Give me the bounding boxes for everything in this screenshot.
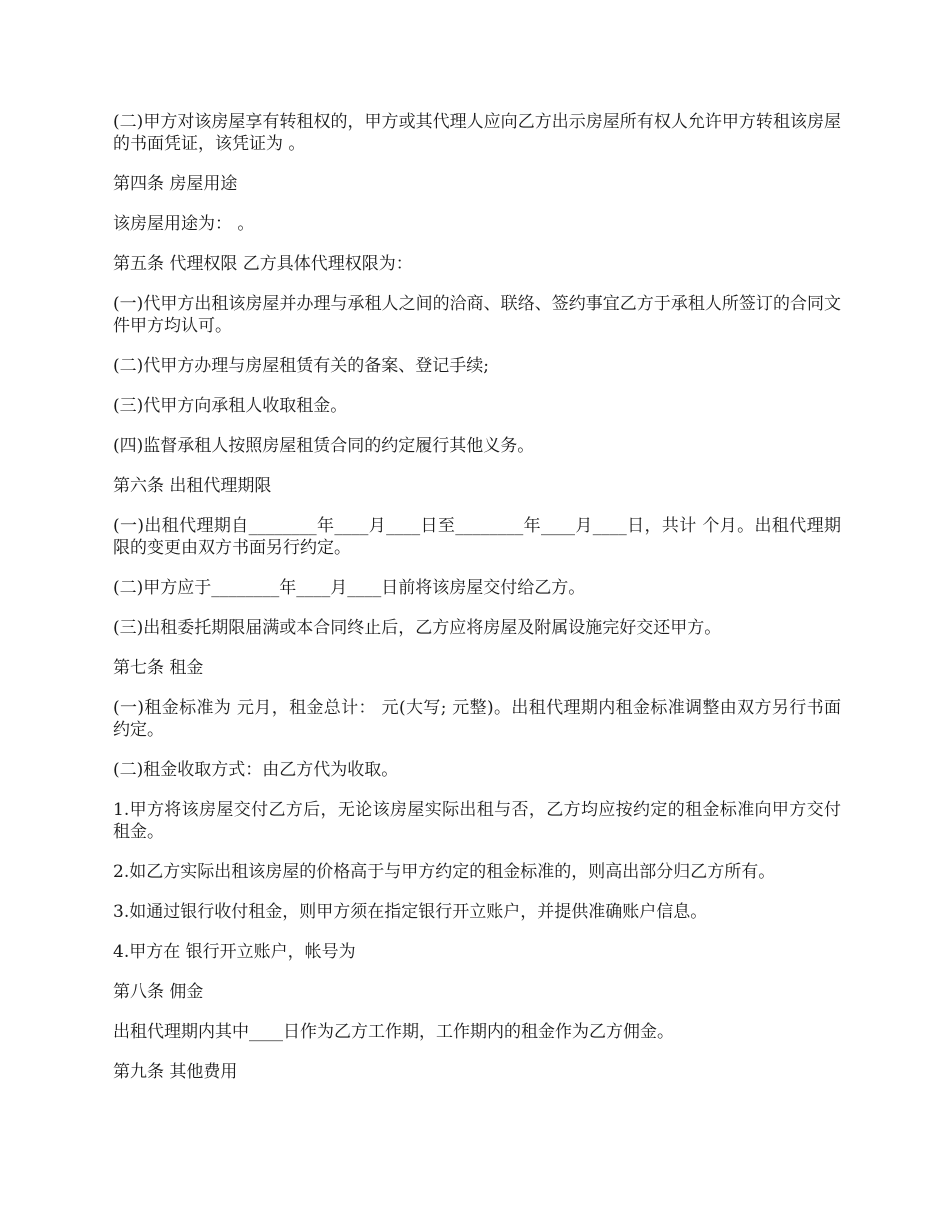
heading-article-8: 第八条 佣金 [113,982,204,1002]
heading-article-6: 第六条 出租代理期限 [113,476,272,496]
paragraph-house-use: 该房屋用途为： 。 [113,214,255,234]
paragraph-authority-2: (二)代甲方办理与房屋租赁有关的备案、登记手续; [113,356,489,376]
paragraph-term-2: (二)甲方应于________年____月____日前将该房屋交付给乙方。 [113,578,586,598]
paragraph-term-1: (一)出租代理期自________年____月____日至________年____月____日，共计 个月。出租代理期限的变更由双方书面另行约定。 [113,516,841,558]
paragraph-sublease-proof: (二)甲方对该房屋享有转租权的，甲方或其代理人应向乙方出示房屋所有权人允许甲方转租该房屋的书面凭证，该凭证为 。 [113,112,841,154]
heading-article-9: 第九条 其他费用 [113,1062,238,1082]
heading-article-4: 第四条 房屋用途 [113,174,238,194]
paragraph-authority-1: (一)代甲方出租该房屋并办理与承租人之间的洽商、联络、签约事宜乙方于承租人所签订的合同文件甲方均认可。 [113,294,841,336]
paragraph-rent-2: (二)租金收取方式：由乙方代为收取。 [113,760,399,780]
paragraph-rent-1: (一)租金标准为 元月，租金总计： 元(大写; 元整)。出租代理期内租金标准调整由双方另行书面约定。 [113,698,841,740]
heading-article-5: 第五条 代理权限 乙方具体代理权限为： [113,254,413,274]
paragraph-commission: 出租代理期内其中____日作为乙方工作期，工作期内的租金作为乙方佣金。 [113,1022,674,1042]
paragraph-rent-item-2: 2.如乙方实际出租该房屋的价格高于与甲方约定的租金标准的，则高出部分归乙方所有。 [113,862,776,882]
paragraph-rent-item-4: 4.甲方在 银行开立账户，帐号为 [113,942,356,962]
paragraph-authority-3: (三)代甲方向承租人收取租金。 [113,396,348,416]
paragraph-rent-item-1: 1.甲方将该房屋交付乙方后，无论该房屋实际出租与否，乙方均应按约定的租金标准向甲方交付租金。 [113,800,841,842]
heading-article-7: 第七条 租金 [113,658,204,678]
paragraph-authority-4: (四)监督承租人按照房屋租赁合同的约定履行其他义务。 [113,436,535,456]
paragraph-rent-item-3: 3.如通过银行收付租金，则甲方须在指定银行开立账户，并提供准确账户信息。 [113,902,708,922]
paragraph-term-3: (三)出租委托期限届满或本合同终止后，乙方应将房屋及附属设施完好交还甲方。 [113,618,722,638]
document-body [113,111,841,1101]
